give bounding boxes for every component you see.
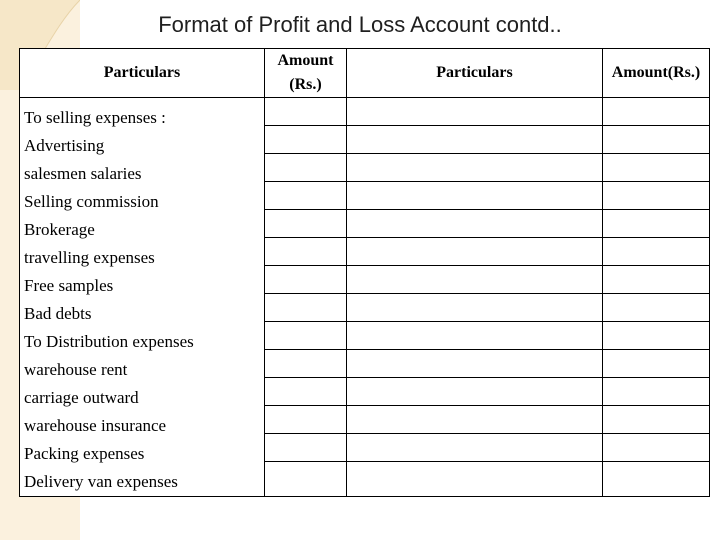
- list-item: Delivery van expenses: [24, 472, 178, 491]
- empty-cell: [347, 434, 602, 462]
- empty-cell: [603, 462, 709, 489]
- amount-right-column: [603, 98, 710, 497]
- empty-cell: [265, 378, 346, 406]
- particulars-right-column: [347, 98, 603, 497]
- empty-cell: [603, 294, 709, 322]
- empty-cell: [603, 266, 709, 294]
- empty-cell: [265, 266, 346, 294]
- empty-cell: [347, 210, 602, 238]
- empty-cell: [265, 406, 346, 434]
- empty-cell: [603, 406, 709, 434]
- empty-cell: [603, 378, 709, 406]
- empty-cell: [265, 126, 346, 154]
- empty-cell: [265, 434, 346, 462]
- list-item: Free samples: [24, 276, 114, 295]
- empty-cell: [265, 294, 346, 322]
- list-item: warehouse rent: [24, 360, 128, 379]
- amount-left-column: [265, 98, 347, 497]
- empty-cell: [347, 238, 602, 266]
- empty-cell: [347, 350, 602, 378]
- empty-cell: [265, 350, 346, 378]
- empty-cell: [347, 406, 602, 434]
- list-item: To Distribution expenses: [24, 332, 194, 351]
- expense-list: [20, 98, 265, 497]
- list-item: Selling commission: [24, 192, 159, 211]
- empty-cell: [265, 154, 346, 182]
- body-row: [20, 98, 710, 497]
- empty-cell: [603, 98, 709, 126]
- header-row: [20, 49, 710, 98]
- header-amount-left: [265, 49, 347, 98]
- list-item: warehouse insurance: [24, 416, 167, 435]
- empty-cell: [347, 322, 602, 350]
- empty-cell: [603, 210, 709, 238]
- list-item: To selling expenses :: [24, 108, 166, 127]
- empty-cell: [265, 98, 346, 126]
- empty-cell: [347, 182, 602, 210]
- empty-cell: [347, 154, 602, 182]
- list-item: Advertising: [24, 136, 105, 155]
- header-amount-right-label: Amount(Rs.): [611, 64, 701, 81]
- header-particulars-left: Particulars: [20, 49, 265, 98]
- empty-cell: [347, 294, 602, 322]
- header-amount-right: [603, 49, 710, 98]
- header-amount-left-label: Amount (Rs.): [277, 52, 334, 93]
- list-item: salesmen salaries: [24, 164, 142, 183]
- empty-cell: [347, 462, 602, 489]
- header-particulars-right: Particulars: [347, 49, 603, 98]
- empty-cell: [347, 98, 602, 126]
- profit-loss-table: [19, 48, 710, 497]
- empty-cell: [347, 266, 602, 294]
- empty-cell: [603, 322, 709, 350]
- list-item: Bad debts: [24, 304, 92, 323]
- empty-cell: [603, 126, 709, 154]
- slide-title: Format of Profit and Loss Account contd..: [158, 12, 562, 37]
- empty-cell: [603, 238, 709, 266]
- empty-cell: [347, 126, 602, 154]
- empty-cell: [265, 322, 346, 350]
- list-item: travelling expenses: [24, 248, 155, 267]
- empty-cell: [265, 238, 346, 266]
- empty-cell: [603, 182, 709, 210]
- empty-cell: [603, 434, 709, 462]
- list-item: Packing expenses: [24, 444, 145, 463]
- list-item: Brokerage: [24, 220, 95, 239]
- empty-cell: [603, 154, 709, 182]
- empty-cell: [265, 210, 346, 238]
- empty-cell: [603, 350, 709, 378]
- empty-cell: [347, 378, 602, 406]
- empty-cell: [265, 462, 346, 489]
- list-item: carriage outward: [24, 388, 139, 407]
- empty-cell: [265, 182, 346, 210]
